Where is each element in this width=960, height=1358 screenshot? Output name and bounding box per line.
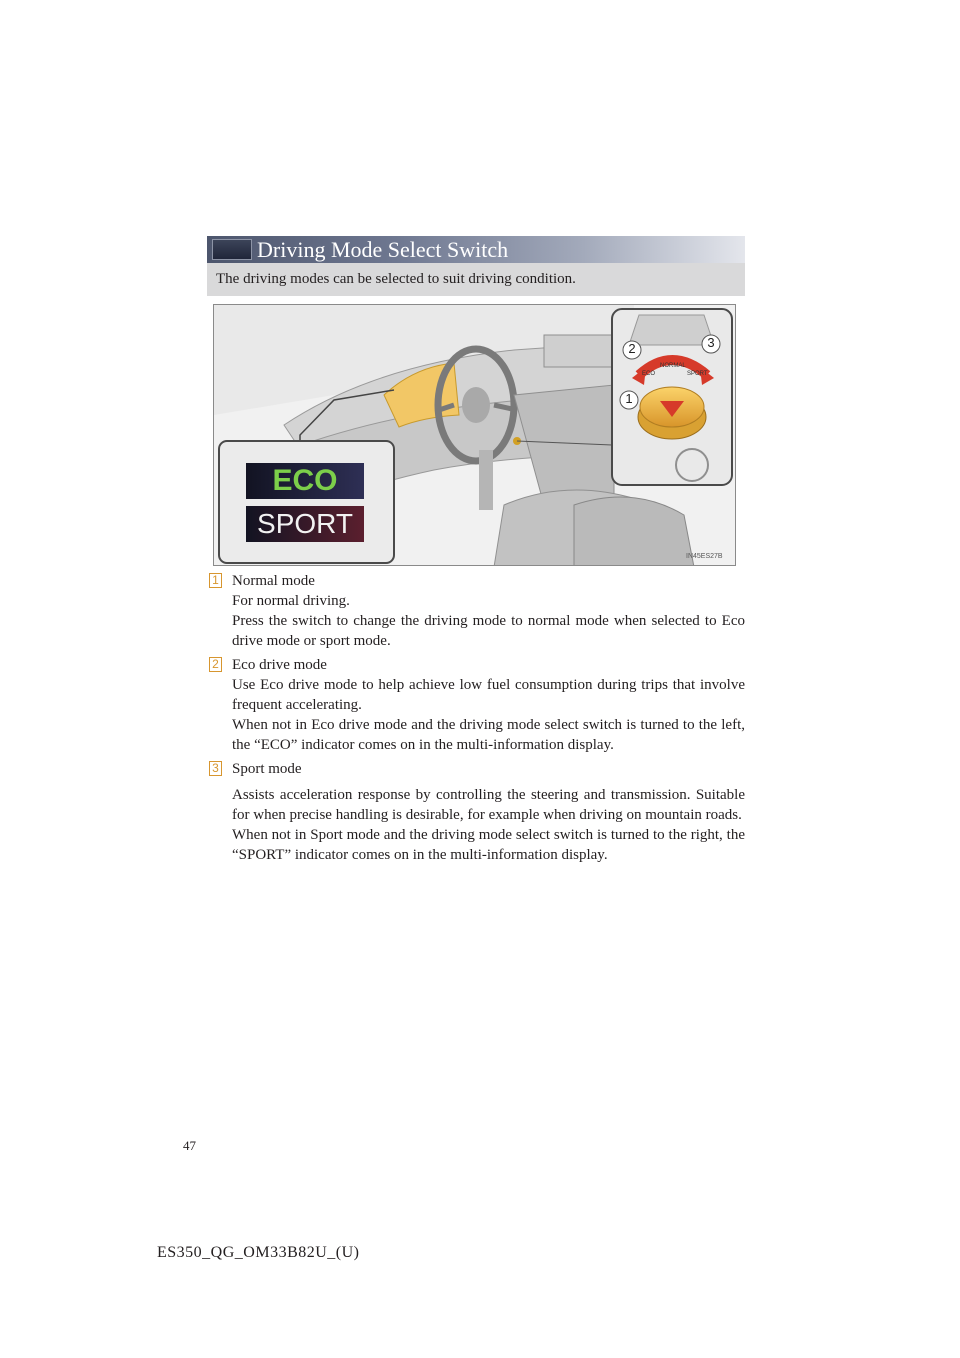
dial-label-eco: ECO [642, 371, 656, 377]
page-number: 47 [183, 1138, 196, 1153]
callout-3: 3 [707, 335, 715, 350]
item-body [232, 785, 745, 865]
intro-text: The driving modes can be selected to suit driving condition. [216, 271, 576, 287]
section-header-bar [207, 236, 745, 263]
item-number: 2 [209, 657, 222, 672]
mode-item-sport [209, 759, 749, 889]
intro-box [207, 263, 745, 296]
item-line: For normal driving. [232, 593, 350, 609]
callout-2: 2 [628, 341, 636, 356]
sport-indicator-label: SPORT [257, 508, 353, 539]
mode-item-normal [209, 571, 749, 651]
item-body [232, 591, 745, 651]
mode-item-eco [209, 655, 749, 755]
item-title: Sport mode [232, 761, 302, 777]
section-title: Driving Mode Select Switch [257, 237, 509, 262]
item-title: Eco drive mode [232, 657, 327, 673]
dial-label-normal: NORMAL [660, 363, 686, 369]
item-line: Assists acceleration response by controlling the steering and transmission. Suitable for when precise handling is desirable, for example when driving on mountain roads. [232, 787, 745, 823]
item-line: When not in Sport mode and the driving mode select switch is turned to the right, the “SPORT” indicator comes on in the multi-information display. [232, 827, 745, 863]
dial-label-sport: SPORT [687, 371, 708, 377]
item-title: Normal mode [232, 573, 315, 589]
callout-1: 1 [625, 391, 633, 406]
item-line: When not in Eco drive mode and the driving mode select switch is turned to the left, the “ECO” indicator comes on in the multi-information display. [232, 717, 745, 753]
item-number: 3 [209, 761, 222, 776]
eco-indicator-label: ECO [272, 464, 338, 497]
item-body [232, 675, 745, 755]
dashboard-illustration [213, 304, 736, 566]
item-line: Press the switch to change the driving mode to normal mode when selected to Eco drive mode or sport mode. [232, 613, 745, 649]
section-tab-decoration [212, 239, 252, 260]
figure-code: IN45ES27B [686, 553, 723, 560]
item-number: 1 [209, 573, 222, 588]
document-code: ES350_QG_OM33B82U_(U) [157, 1244, 360, 1261]
item-line: Use Eco drive mode to help achieve low fuel consumption during trips that involve frequent accelerating. [232, 677, 745, 713]
